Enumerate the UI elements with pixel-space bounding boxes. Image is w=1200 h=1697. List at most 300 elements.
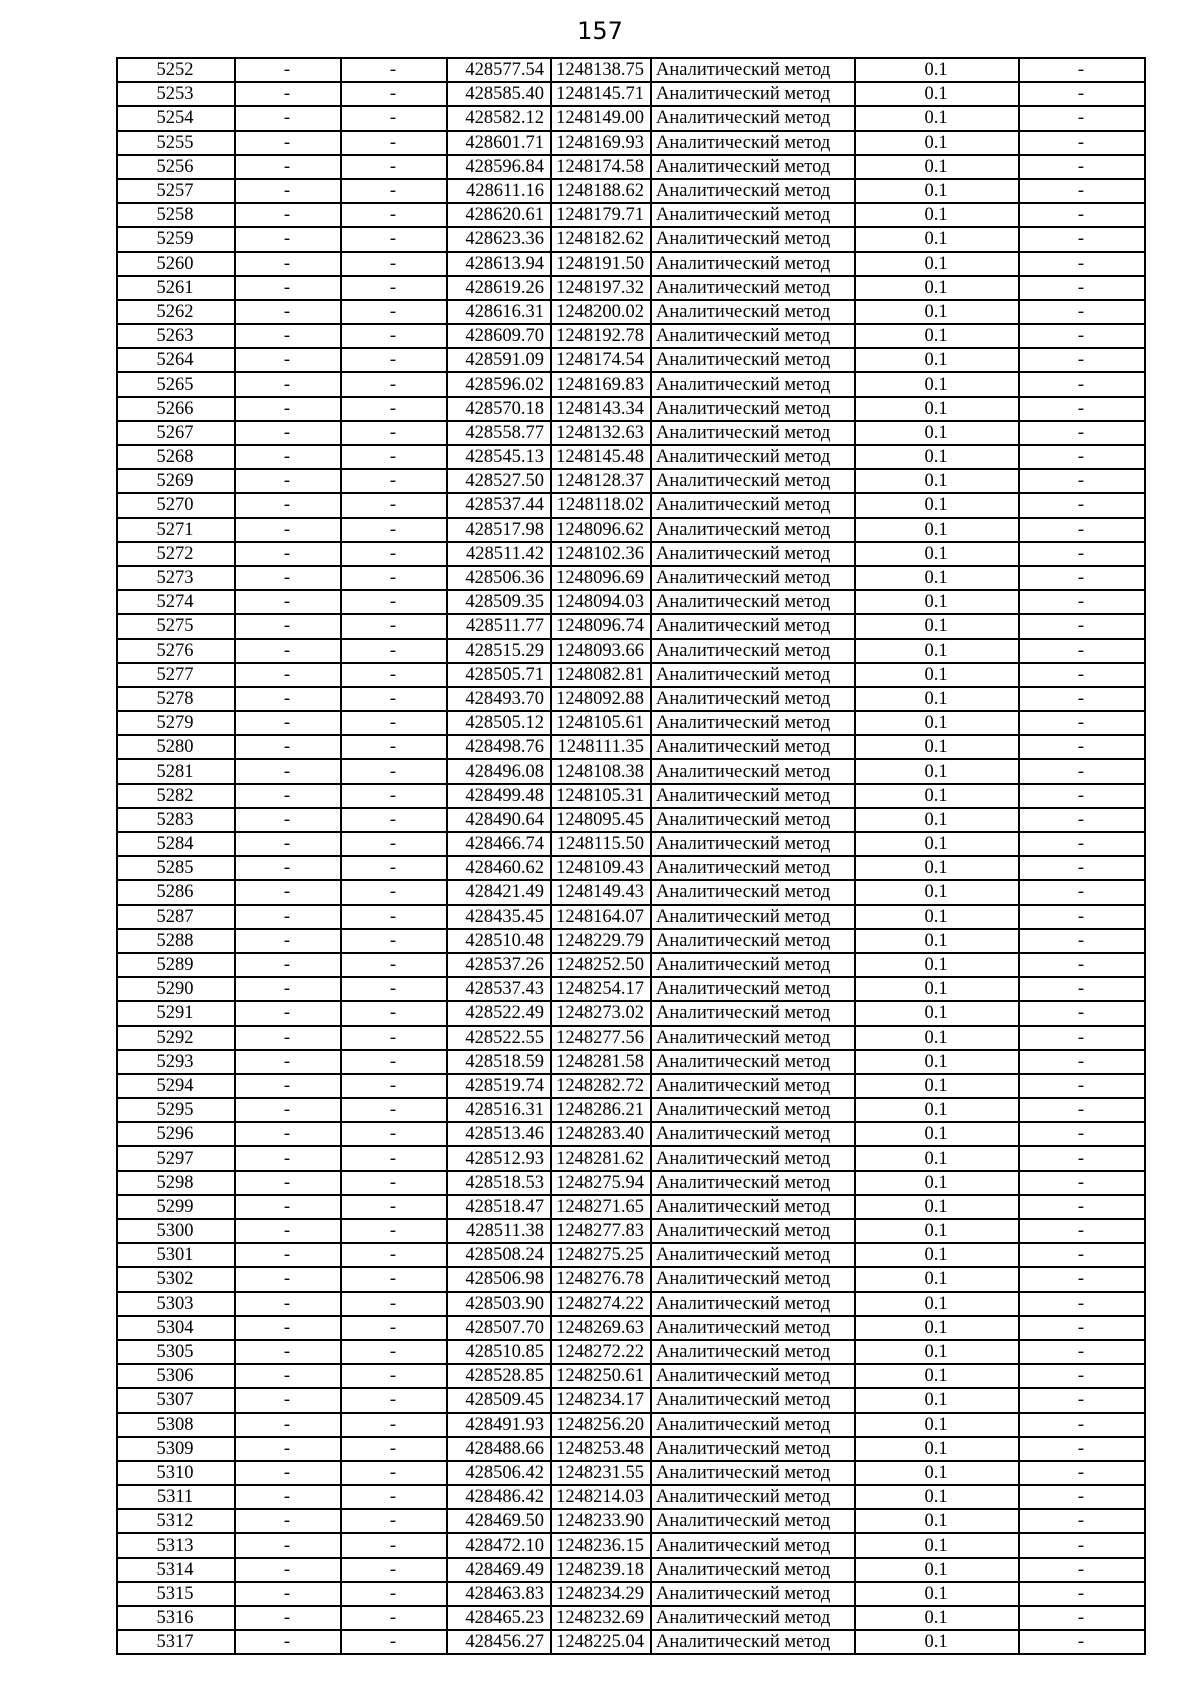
dash-cell: -: [1019, 1533, 1145, 1557]
dash-cell: -: [341, 808, 447, 832]
y-coordinate-cell: 1248239.18: [551, 1558, 651, 1582]
dash-cell: -: [1019, 1606, 1145, 1630]
dash-cell: -: [341, 1630, 447, 1654]
x-coordinate-cell: 428518.47: [447, 1195, 551, 1219]
accuracy-cell: 0.1: [855, 590, 1019, 614]
dash-cell: -: [1019, 1219, 1145, 1243]
dash-cell: -: [235, 1582, 341, 1606]
method-cell: Аналитический метод: [651, 131, 855, 155]
point-number-cell: 5266: [117, 397, 235, 421]
y-coordinate-cell: 1248096.62: [551, 518, 651, 542]
y-coordinate-cell: 1248182.62: [551, 227, 651, 251]
accuracy-cell: 0.1: [855, 82, 1019, 106]
dash-cell: -: [235, 542, 341, 566]
dash-cell: -: [1019, 421, 1145, 445]
method-cell: Аналитический метод: [651, 421, 855, 445]
method-cell: Аналитический метод: [651, 1582, 855, 1606]
table-row: [117, 1001, 1145, 1025]
dash-cell: -: [341, 1243, 447, 1267]
table-row: [117, 1533, 1145, 1557]
dash-cell: -: [341, 82, 447, 106]
dash-cell: -: [1019, 1630, 1145, 1654]
y-coordinate-cell: 1248188.62: [551, 179, 651, 203]
y-coordinate-cell: 1248093.66: [551, 639, 651, 663]
dash-cell: -: [341, 1485, 447, 1509]
point-number-cell: 5270: [117, 493, 235, 517]
point-number-cell: 5282: [117, 784, 235, 808]
dash-cell: -: [235, 1050, 341, 1074]
dash-cell: -: [1019, 808, 1145, 832]
dash-cell: -: [235, 227, 341, 251]
accuracy-cell: 0.1: [855, 711, 1019, 735]
table-row: [117, 155, 1145, 179]
dash-cell: -: [1019, 155, 1145, 179]
dash-cell: -: [1019, 711, 1145, 735]
dash-cell: -: [235, 1074, 341, 1098]
x-coordinate-cell: 428469.50: [447, 1509, 551, 1533]
accuracy-cell: 0.1: [855, 421, 1019, 445]
x-coordinate-cell: 428537.43: [447, 977, 551, 1001]
method-cell: Аналитический метод: [651, 372, 855, 396]
x-coordinate-cell: 428613.94: [447, 252, 551, 276]
dash-cell: -: [1019, 372, 1145, 396]
y-coordinate-cell: 1248273.02: [551, 1001, 651, 1025]
dash-cell: -: [1019, 1050, 1145, 1074]
accuracy-cell: 0.1: [855, 1437, 1019, 1461]
dash-cell: -: [1019, 397, 1145, 421]
y-coordinate-cell: 1248253.48: [551, 1437, 651, 1461]
dash-cell: -: [341, 1509, 447, 1533]
point-number-cell: 5286: [117, 880, 235, 904]
point-number-cell: 5278: [117, 687, 235, 711]
x-coordinate-cell: 428506.98: [447, 1267, 551, 1291]
accuracy-cell: 0.1: [855, 1074, 1019, 1098]
dash-cell: -: [1019, 131, 1145, 155]
dash-cell: -: [341, 1026, 447, 1050]
table-row: [117, 929, 1145, 953]
dash-cell: -: [235, 300, 341, 324]
method-cell: Аналитический метод: [651, 880, 855, 904]
y-coordinate-cell: 1248271.65: [551, 1195, 651, 1219]
dash-cell: -: [341, 590, 447, 614]
table-row: [117, 493, 1145, 517]
y-coordinate-cell: 1248197.32: [551, 276, 651, 300]
dash-cell: -: [341, 324, 447, 348]
y-coordinate-cell: 1248236.15: [551, 1533, 651, 1557]
coordinates-table: [116, 57, 1146, 1655]
method-cell: Аналитический метод: [651, 1195, 855, 1219]
table-row: [117, 348, 1145, 372]
x-coordinate-cell: 428493.70: [447, 687, 551, 711]
x-coordinate-cell: 428472.10: [447, 1533, 551, 1557]
y-coordinate-cell: 1248096.74: [551, 614, 651, 638]
table-row: [117, 1316, 1145, 1340]
table-row: [117, 832, 1145, 856]
accuracy-cell: 0.1: [855, 1122, 1019, 1146]
y-coordinate-cell: 1248105.31: [551, 784, 651, 808]
point-number-cell: 5292: [117, 1026, 235, 1050]
x-coordinate-cell: 428518.59: [447, 1050, 551, 1074]
x-coordinate-cell: 428488.66: [447, 1437, 551, 1461]
dash-cell: -: [235, 518, 341, 542]
dash-cell: -: [341, 1364, 447, 1388]
x-coordinate-cell: 428456.27: [447, 1630, 551, 1654]
dash-cell: -: [235, 276, 341, 300]
method-cell: Аналитический метод: [651, 397, 855, 421]
x-coordinate-cell: 428596.02: [447, 372, 551, 396]
accuracy-cell: 0.1: [855, 203, 1019, 227]
table-row: [117, 397, 1145, 421]
dash-cell: -: [341, 1050, 447, 1074]
dash-cell: -: [1019, 276, 1145, 300]
x-coordinate-cell: 428596.84: [447, 155, 551, 179]
accuracy-cell: 0.1: [855, 663, 1019, 687]
dash-cell: -: [235, 469, 341, 493]
accuracy-cell: 0.1: [855, 348, 1019, 372]
point-number-cell: 5276: [117, 639, 235, 663]
accuracy-cell: 0.1: [855, 179, 1019, 203]
accuracy-cell: 0.1: [855, 542, 1019, 566]
dash-cell: -: [341, 929, 447, 953]
x-coordinate-cell: 428511.77: [447, 614, 551, 638]
y-coordinate-cell: 1248145.48: [551, 445, 651, 469]
method-cell: Аналитический метод: [651, 1630, 855, 1654]
dash-cell: -: [235, 1098, 341, 1122]
y-coordinate-cell: 1248174.58: [551, 155, 651, 179]
dash-cell: -: [1019, 227, 1145, 251]
table-row: [117, 663, 1145, 687]
point-number-cell: 5314: [117, 1558, 235, 1582]
table-row: [117, 1195, 1145, 1219]
accuracy-cell: 0.1: [855, 324, 1019, 348]
dash-cell: -: [235, 953, 341, 977]
x-coordinate-cell: 428511.42: [447, 542, 551, 566]
point-number-cell: 5279: [117, 711, 235, 735]
x-coordinate-cell: 428498.76: [447, 735, 551, 759]
point-number-cell: 5304: [117, 1316, 235, 1340]
method-cell: Аналитический метод: [651, 1558, 855, 1582]
table-row: [117, 687, 1145, 711]
point-number-cell: 5298: [117, 1171, 235, 1195]
point-number-cell: 5305: [117, 1340, 235, 1364]
table-row: [117, 1509, 1145, 1533]
dash-cell: -: [235, 1219, 341, 1243]
y-coordinate-cell: 1248109.43: [551, 856, 651, 880]
dash-cell: -: [235, 1292, 341, 1316]
x-coordinate-cell: 428513.46: [447, 1122, 551, 1146]
table-row: [117, 1413, 1145, 1437]
y-coordinate-cell: 1248082.81: [551, 663, 651, 687]
dash-cell: -: [341, 1098, 447, 1122]
x-coordinate-cell: 428490.64: [447, 808, 551, 832]
method-cell: Аналитический метод: [651, 493, 855, 517]
dash-cell: -: [235, 1001, 341, 1025]
point-number-cell: 5256: [117, 155, 235, 179]
method-cell: Аналитический метод: [651, 82, 855, 106]
accuracy-cell: 0.1: [855, 953, 1019, 977]
dash-cell: -: [341, 1074, 447, 1098]
dash-cell: -: [1019, 929, 1145, 953]
point-number-cell: 5267: [117, 421, 235, 445]
dash-cell: -: [235, 639, 341, 663]
method-cell: Аналитический метод: [651, 1461, 855, 1485]
x-coordinate-cell: 428623.36: [447, 227, 551, 251]
table-row: [117, 1461, 1145, 1485]
y-coordinate-cell: 1248281.58: [551, 1050, 651, 1074]
dash-cell: -: [1019, 203, 1145, 227]
method-cell: Аналитический метод: [651, 1267, 855, 1291]
accuracy-cell: 0.1: [855, 1292, 1019, 1316]
method-cell: Аналитический метод: [651, 1437, 855, 1461]
x-coordinate-cell: 428517.98: [447, 518, 551, 542]
dash-cell: -: [235, 1146, 341, 1170]
table-row: [117, 784, 1145, 808]
dash-cell: -: [341, 759, 447, 783]
accuracy-cell: 0.1: [855, 131, 1019, 155]
method-cell: Аналитический метод: [651, 348, 855, 372]
dash-cell: -: [341, 252, 447, 276]
accuracy-cell: 0.1: [855, 252, 1019, 276]
dash-cell: -: [235, 856, 341, 880]
accuracy-cell: 0.1: [855, 1026, 1019, 1050]
x-coordinate-cell: 428545.13: [447, 445, 551, 469]
method-cell: Аналитический метод: [651, 1171, 855, 1195]
y-coordinate-cell: 1248143.34: [551, 397, 651, 421]
method-cell: Аналитический метод: [651, 1340, 855, 1364]
accuracy-cell: 0.1: [855, 1316, 1019, 1340]
table-row: [117, 106, 1145, 130]
table-row: [117, 735, 1145, 759]
accuracy-cell: 0.1: [855, 1364, 1019, 1388]
point-number-cell: 5264: [117, 348, 235, 372]
dash-cell: -: [235, 1171, 341, 1195]
accuracy-cell: 0.1: [855, 493, 1019, 517]
x-coordinate-cell: 428505.12: [447, 711, 551, 735]
accuracy-cell: 0.1: [855, 977, 1019, 1001]
x-coordinate-cell: 428491.93: [447, 1413, 551, 1437]
dash-cell: -: [235, 324, 341, 348]
dash-cell: -: [235, 252, 341, 276]
dash-cell: -: [341, 1582, 447, 1606]
dash-cell: -: [341, 1558, 447, 1582]
method-cell: Аналитический метод: [651, 929, 855, 953]
dash-cell: -: [1019, 1292, 1145, 1316]
method-cell: Аналитический метод: [651, 566, 855, 590]
dash-cell: -: [235, 1026, 341, 1050]
dash-cell: -: [235, 735, 341, 759]
y-coordinate-cell: 1248250.61: [551, 1364, 651, 1388]
dash-cell: -: [235, 808, 341, 832]
accuracy-cell: 0.1: [855, 372, 1019, 396]
point-number-cell: 5294: [117, 1074, 235, 1098]
point-number-cell: 5288: [117, 929, 235, 953]
accuracy-cell: 0.1: [855, 808, 1019, 832]
x-coordinate-cell: 428469.49: [447, 1558, 551, 1582]
x-coordinate-cell: 428582.12: [447, 106, 551, 130]
dash-cell: -: [235, 58, 341, 82]
method-cell: Аналитический метод: [651, 518, 855, 542]
accuracy-cell: 0.1: [855, 1388, 1019, 1412]
accuracy-cell: 0.1: [855, 905, 1019, 929]
y-coordinate-cell: 1248277.56: [551, 1026, 651, 1050]
accuracy-cell: 0.1: [855, 469, 1019, 493]
accuracy-cell: 0.1: [855, 1340, 1019, 1364]
dash-cell: -: [235, 1364, 341, 1388]
accuracy-cell: 0.1: [855, 445, 1019, 469]
dash-cell: -: [341, 445, 447, 469]
point-number-cell: 5287: [117, 905, 235, 929]
accuracy-cell: 0.1: [855, 759, 1019, 783]
y-coordinate-cell: 1248276.78: [551, 1267, 651, 1291]
dash-cell: -: [235, 1316, 341, 1340]
dash-cell: -: [341, 1171, 447, 1195]
table-row: [117, 1388, 1145, 1412]
dash-cell: -: [1019, 759, 1145, 783]
table-row: [117, 1582, 1145, 1606]
dash-cell: -: [341, 1340, 447, 1364]
table-row: [117, 1146, 1145, 1170]
y-coordinate-cell: 1248115.50: [551, 832, 651, 856]
accuracy-cell: 0.1: [855, 58, 1019, 82]
dash-cell: -: [1019, 252, 1145, 276]
table-row: [117, 1292, 1145, 1316]
point-number-cell: 5303: [117, 1292, 235, 1316]
method-cell: Аналитический метод: [651, 977, 855, 1001]
accuracy-cell: 0.1: [855, 300, 1019, 324]
dash-cell: -: [235, 179, 341, 203]
point-number-cell: 5295: [117, 1098, 235, 1122]
table-row: [117, 372, 1145, 396]
accuracy-cell: 0.1: [855, 1558, 1019, 1582]
dash-cell: -: [1019, 82, 1145, 106]
point-number-cell: 5290: [117, 977, 235, 1001]
method-cell: Аналитический метод: [651, 1098, 855, 1122]
dash-cell: -: [1019, 518, 1145, 542]
dash-cell: -: [341, 1413, 447, 1437]
point-number-cell: 5271: [117, 518, 235, 542]
dash-cell: -: [1019, 1582, 1145, 1606]
method-cell: Аналитический метод: [651, 1074, 855, 1098]
point-number-cell: 5315: [117, 1582, 235, 1606]
x-coordinate-cell: 428505.71: [447, 663, 551, 687]
dash-cell: -: [235, 880, 341, 904]
y-coordinate-cell: 1248095.45: [551, 808, 651, 832]
point-number-cell: 5281: [117, 759, 235, 783]
accuracy-cell: 0.1: [855, 1509, 1019, 1533]
dash-cell: -: [1019, 348, 1145, 372]
table-row: [117, 1606, 1145, 1630]
table-row: [117, 1243, 1145, 1267]
y-coordinate-cell: 1248232.69: [551, 1606, 651, 1630]
accuracy-cell: 0.1: [855, 614, 1019, 638]
y-coordinate-cell: 1248105.61: [551, 711, 651, 735]
dash-cell: -: [235, 1388, 341, 1412]
accuracy-cell: 0.1: [855, 856, 1019, 880]
x-coordinate-cell: 428486.42: [447, 1485, 551, 1509]
y-coordinate-cell: 1248191.50: [551, 252, 651, 276]
method-cell: Аналитический метод: [651, 106, 855, 130]
table-row: [117, 1098, 1145, 1122]
dash-cell: -: [1019, 445, 1145, 469]
dash-cell: -: [1019, 614, 1145, 638]
method-cell: Аналитический метод: [651, 639, 855, 663]
dash-cell: -: [235, 1533, 341, 1557]
method-cell: Аналитический метод: [651, 1533, 855, 1557]
point-number-cell: 5252: [117, 58, 235, 82]
dash-cell: -: [341, 1437, 447, 1461]
point-number-cell: 5263: [117, 324, 235, 348]
dash-cell: -: [1019, 977, 1145, 1001]
dash-cell: -: [341, 131, 447, 155]
x-coordinate-cell: 428558.77: [447, 421, 551, 445]
x-coordinate-cell: 428515.29: [447, 639, 551, 663]
table-row: [117, 252, 1145, 276]
point-number-cell: 5262: [117, 300, 235, 324]
point-number-cell: 5275: [117, 614, 235, 638]
method-cell: Аналитический метод: [651, 687, 855, 711]
dash-cell: -: [341, 711, 447, 735]
method-cell: Аналитический метод: [651, 1122, 855, 1146]
dash-cell: -: [235, 82, 341, 106]
point-number-cell: 5289: [117, 953, 235, 977]
point-number-cell: 5308: [117, 1413, 235, 1437]
dash-cell: -: [341, 1001, 447, 1025]
dash-cell: -: [1019, 469, 1145, 493]
x-coordinate-cell: 428522.49: [447, 1001, 551, 1025]
y-coordinate-cell: 1248192.78: [551, 324, 651, 348]
table-row: [117, 639, 1145, 663]
dash-cell: -: [341, 1461, 447, 1485]
dash-cell: -: [341, 518, 447, 542]
page-number: 157: [577, 17, 623, 45]
x-coordinate-cell: 428611.16: [447, 179, 551, 203]
dash-cell: -: [235, 348, 341, 372]
method-cell: Аналитический метод: [651, 1364, 855, 1388]
dash-cell: -: [1019, 832, 1145, 856]
x-coordinate-cell: 428522.55: [447, 1026, 551, 1050]
point-number-cell: 5277: [117, 663, 235, 687]
table-row: [117, 227, 1145, 251]
dash-cell: -: [1019, 1413, 1145, 1437]
y-coordinate-cell: 1248272.22: [551, 1340, 651, 1364]
dash-cell: -: [1019, 1558, 1145, 1582]
table-row: [117, 856, 1145, 880]
y-coordinate-cell: 1248128.37: [551, 469, 651, 493]
point-number-cell: 5285: [117, 856, 235, 880]
y-coordinate-cell: 1248164.07: [551, 905, 651, 929]
point-number-cell: 5297: [117, 1146, 235, 1170]
dash-cell: -: [1019, 1509, 1145, 1533]
y-coordinate-cell: 1248111.35: [551, 735, 651, 759]
method-cell: Аналитический метод: [651, 469, 855, 493]
dash-cell: -: [235, 929, 341, 953]
dash-cell: -: [235, 759, 341, 783]
x-coordinate-cell: 428421.49: [447, 880, 551, 904]
method-cell: Аналитический метод: [651, 1316, 855, 1340]
dash-cell: -: [1019, 639, 1145, 663]
y-coordinate-cell: 1248281.62: [551, 1146, 651, 1170]
y-coordinate-cell: 1248138.75: [551, 58, 651, 82]
dash-cell: -: [341, 372, 447, 396]
table-row: [117, 808, 1145, 832]
table-row: [117, 82, 1145, 106]
dash-cell: -: [1019, 106, 1145, 130]
point-number-cell: 5291: [117, 1001, 235, 1025]
dash-cell: -: [341, 880, 447, 904]
dash-cell: -: [235, 1267, 341, 1291]
x-coordinate-cell: 428510.48: [447, 929, 551, 953]
point-number-cell: 5268: [117, 445, 235, 469]
